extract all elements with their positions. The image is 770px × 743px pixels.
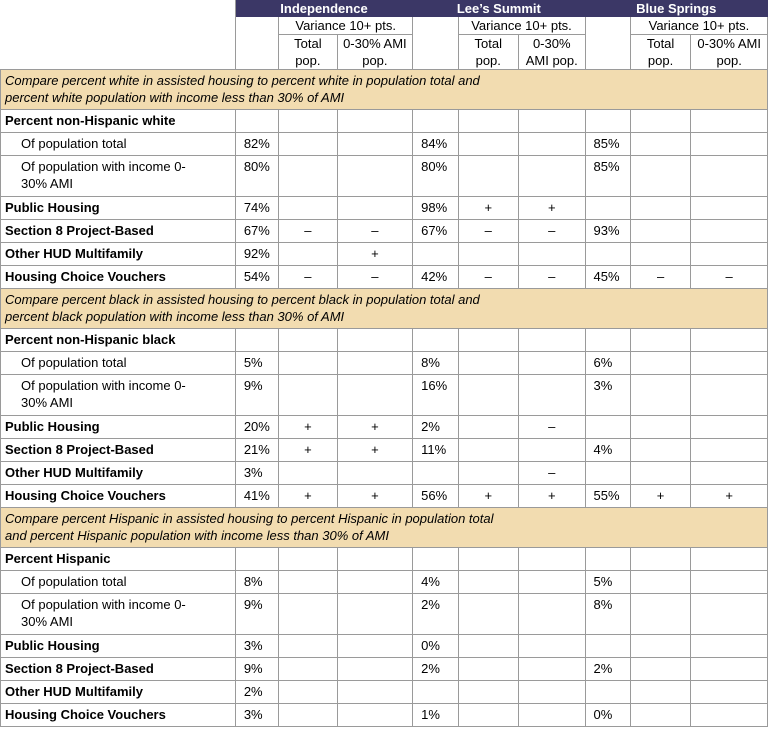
section-intro-text: Compare percent Hispanic in assisted housing to percent Hispanic in population total and percent Hispanic population with income less than 30% of AMI <box>1 508 768 548</box>
variance-cell <box>458 704 518 727</box>
col-total-pop: Total pop. <box>630 35 690 70</box>
variance-cell <box>691 594 768 635</box>
variance-cell: – <box>518 416 585 439</box>
variance-cell <box>337 571 413 594</box>
row-label: Of population total <box>1 352 236 375</box>
variance-cell <box>630 375 690 416</box>
variance-cell <box>458 462 518 485</box>
row-label: Of population total <box>1 133 236 156</box>
percent-cell <box>413 681 458 704</box>
variance-cell <box>518 156 585 197</box>
variance-cell <box>691 548 768 571</box>
percent-cell: 2% <box>413 658 458 681</box>
variance-cell <box>630 439 690 462</box>
variance-cell <box>518 352 585 375</box>
header-blank <box>1 1 236 17</box>
section-intro-text: Compare percent white in assisted housing to percent white in population total and percent white population with income less than 30% of AMI <box>1 70 768 110</box>
variance-cell <box>691 133 768 156</box>
percent-cell <box>585 110 630 133</box>
percent-cell: 80% <box>235 156 278 197</box>
percent-cell <box>585 635 630 658</box>
variance-cell: + <box>458 485 518 508</box>
row-label: Housing Choice Vouchers <box>1 266 236 289</box>
variance-cell: + <box>518 485 585 508</box>
table-body <box>1 1 768 727</box>
variance-cell <box>691 352 768 375</box>
variance-cell <box>337 462 413 485</box>
variance-cell <box>279 681 337 704</box>
variance-cell <box>518 375 585 416</box>
variance-cell <box>337 681 413 704</box>
percent-cell: 20% <box>235 416 278 439</box>
variance-cell <box>630 220 690 243</box>
variance-cell <box>630 110 690 133</box>
percent-cell <box>413 110 458 133</box>
variance-cell <box>691 571 768 594</box>
variance-cell <box>691 704 768 727</box>
row-label: Public Housing <box>1 635 236 658</box>
percent-cell: 45% <box>585 266 630 289</box>
variance-cell <box>630 548 690 571</box>
percent-cell <box>413 548 458 571</box>
variance-cell <box>691 329 768 352</box>
variance-cell <box>630 329 690 352</box>
table-row <box>1 329 768 352</box>
variance-cell <box>279 571 337 594</box>
variance-cell <box>279 110 337 133</box>
row-label: Of population with income 0-30% AMI <box>1 375 236 416</box>
percent-cell: 67% <box>413 220 458 243</box>
variance-cell <box>518 594 585 635</box>
percent-cell <box>585 197 630 220</box>
variance-cell <box>337 133 413 156</box>
percent-cell: 8% <box>235 571 278 594</box>
variance-cell <box>337 352 413 375</box>
variance-cell <box>691 658 768 681</box>
variance-cell <box>691 243 768 266</box>
variance-cell <box>518 439 585 462</box>
variance-cell <box>630 156 690 197</box>
variance-cell: – <box>279 220 337 243</box>
variance-cell <box>458 243 518 266</box>
percent-cell: 2% <box>413 416 458 439</box>
variance-cell <box>279 243 337 266</box>
percent-cell <box>413 329 458 352</box>
percent-cell: 3% <box>585 375 630 416</box>
row-label: Housing Choice Vouchers <box>1 485 236 508</box>
table-row <box>1 681 768 704</box>
table-row <box>1 485 768 508</box>
row-label: Housing Choice Vouchers <box>1 704 236 727</box>
variance-cell: + <box>691 485 768 508</box>
variance-cell: – <box>518 266 585 289</box>
city-independence: Independence <box>235 1 412 17</box>
percent-cell: 9% <box>235 375 278 416</box>
variance-cell <box>337 375 413 416</box>
variance-cell <box>630 416 690 439</box>
table-row <box>1 635 768 658</box>
percent-cell: 93% <box>585 220 630 243</box>
row-label: Other HUD Multifamily <box>1 243 236 266</box>
variance-cell: + <box>337 485 413 508</box>
variance-cell <box>337 594 413 635</box>
percent-cell: 85% <box>585 133 630 156</box>
variance-cell <box>279 133 337 156</box>
percent-cell: 4% <box>413 571 458 594</box>
variance-cell: – <box>337 220 413 243</box>
variance-cell <box>691 375 768 416</box>
variance-cell <box>337 156 413 197</box>
percent-cell: 11% <box>413 439 458 462</box>
table-row <box>1 375 768 416</box>
variance-cell <box>279 329 337 352</box>
variance-cell <box>279 635 337 658</box>
variance-cell <box>691 681 768 704</box>
percent-cell <box>585 243 630 266</box>
variance-cell <box>458 352 518 375</box>
row-label: Section 8 Project-Based <box>1 220 236 243</box>
variance-cell: + <box>337 243 413 266</box>
percent-cell: 55% <box>585 485 630 508</box>
col-ami-pop: 0-30% AMI pop. <box>691 35 768 70</box>
section-intro-text: Compare percent black in assisted housing to percent black in population total and percent black population with income less than 30% of AMI <box>1 289 768 329</box>
percent-cell <box>585 329 630 352</box>
variance-cell: + <box>458 197 518 220</box>
header-variance-row <box>1 17 768 35</box>
variance-cell <box>279 704 337 727</box>
percent-cell <box>413 243 458 266</box>
percent-cell: 0% <box>413 635 458 658</box>
percent-cell: 1% <box>413 704 458 727</box>
variance-cell <box>630 133 690 156</box>
col-total-pop: Total pop. <box>458 35 518 70</box>
table-row <box>1 439 768 462</box>
percent-cell: 16% <box>413 375 458 416</box>
variance-cell <box>630 704 690 727</box>
variance-cell <box>518 658 585 681</box>
variance-cell <box>458 681 518 704</box>
percent-cell <box>585 548 630 571</box>
col-ami-pop: 0-30% AMI pop. <box>518 35 585 70</box>
variance-cell: – <box>337 266 413 289</box>
percent-cell: 41% <box>235 485 278 508</box>
variance-label: Variance 10+ pts. <box>458 17 585 35</box>
variance-cell <box>458 571 518 594</box>
variance-cell <box>630 462 690 485</box>
variance-cell <box>458 156 518 197</box>
section-intro-row <box>1 289 768 329</box>
col-total-pop: Total pop. <box>279 35 337 70</box>
table-row <box>1 266 768 289</box>
percent-cell: 82% <box>235 133 278 156</box>
percent-cell: 6% <box>585 352 630 375</box>
row-label: Section 8 Project-Based <box>1 439 236 462</box>
table-row <box>1 704 768 727</box>
variance-cell <box>691 439 768 462</box>
table-row <box>1 352 768 375</box>
variance-cell <box>691 110 768 133</box>
percent-cell: 4% <box>585 439 630 462</box>
variance-cell <box>691 156 768 197</box>
variance-cell <box>279 462 337 485</box>
variance-cell <box>279 548 337 571</box>
percent-cell: 5% <box>235 352 278 375</box>
variance-cell <box>630 635 690 658</box>
percent-cell: 3% <box>235 462 278 485</box>
table-row <box>1 658 768 681</box>
percent-cell: 21% <box>235 439 278 462</box>
variance-cell <box>518 681 585 704</box>
variance-cell: + <box>337 416 413 439</box>
variance-cell <box>518 133 585 156</box>
percent-cell: 42% <box>413 266 458 289</box>
variance-cell: + <box>279 416 337 439</box>
variance-label: Variance 10+ pts. <box>279 17 413 35</box>
variance-cell: – <box>518 462 585 485</box>
section-intro-row <box>1 508 768 548</box>
variance-cell <box>458 110 518 133</box>
header-subcol-row <box>1 35 768 70</box>
row-label: Of population with income 0-30% AMI <box>1 156 236 197</box>
variance-cell <box>518 704 585 727</box>
variance-cell <box>279 594 337 635</box>
row-label: Of population with income 0-30% AMI <box>1 594 236 635</box>
col-ami-pop: 0-30% AMI pop. <box>337 35 413 70</box>
variance-cell <box>691 462 768 485</box>
variance-cell: – <box>630 266 690 289</box>
variance-cell <box>337 704 413 727</box>
variance-cell <box>518 548 585 571</box>
variance-cell <box>518 243 585 266</box>
variance-cell: + <box>337 439 413 462</box>
table-row <box>1 416 768 439</box>
variance-cell <box>518 571 585 594</box>
variance-cell <box>518 110 585 133</box>
variance-cell <box>337 548 413 571</box>
table-row <box>1 548 768 571</box>
percent-cell <box>585 681 630 704</box>
table-row <box>1 594 768 635</box>
percent-cell <box>235 329 278 352</box>
percent-cell: 8% <box>413 352 458 375</box>
row-label: Of population total <box>1 571 236 594</box>
row-label: Other HUD Multifamily <box>1 462 236 485</box>
variance-cell <box>458 658 518 681</box>
percent-cell: 80% <box>413 156 458 197</box>
variance-cell: – <box>458 266 518 289</box>
table-row <box>1 571 768 594</box>
table-row <box>1 197 768 220</box>
percent-cell: 92% <box>235 243 278 266</box>
percent-cell: 5% <box>585 571 630 594</box>
variance-cell <box>630 658 690 681</box>
table-row <box>1 110 768 133</box>
section-intro-row <box>1 70 768 110</box>
city-lees-summit: Lee’s Summit <box>413 1 585 17</box>
percent-cell <box>235 110 278 133</box>
percent-cell: 67% <box>235 220 278 243</box>
variance-cell: – <box>691 266 768 289</box>
variance-cell <box>630 197 690 220</box>
variance-cell <box>691 220 768 243</box>
row-label: Section 8 Project-Based <box>1 658 236 681</box>
variance-cell <box>337 110 413 133</box>
variance-cell <box>458 635 518 658</box>
percent-cell: 98% <box>413 197 458 220</box>
percent-cell: 84% <box>413 133 458 156</box>
variance-cell <box>691 416 768 439</box>
percent-cell: 2% <box>413 594 458 635</box>
table-row <box>1 156 768 197</box>
variance-cell <box>458 594 518 635</box>
variance-cell <box>630 352 690 375</box>
percent-cell: 85% <box>585 156 630 197</box>
percent-cell: 54% <box>235 266 278 289</box>
table-row <box>1 462 768 485</box>
percent-cell: 8% <box>585 594 630 635</box>
city-blue-springs: Blue Springs <box>585 1 768 17</box>
variance-cell <box>630 594 690 635</box>
row-label: Public Housing <box>1 197 236 220</box>
variance-cell: – <box>458 220 518 243</box>
variance-cell <box>279 156 337 197</box>
percent-cell: 2% <box>585 658 630 681</box>
variance-cell <box>279 375 337 416</box>
variance-cell: + <box>279 485 337 508</box>
variance-cell <box>630 243 690 266</box>
variance-cell <box>458 329 518 352</box>
percent-cell: 3% <box>235 635 278 658</box>
percent-cell: 0% <box>585 704 630 727</box>
variance-cell <box>630 681 690 704</box>
row-label: Percent non-Hispanic white <box>1 110 236 133</box>
variance-cell <box>337 197 413 220</box>
percent-cell <box>585 462 630 485</box>
header-city-row <box>1 1 768 17</box>
percent-cell: 3% <box>235 704 278 727</box>
variance-cell: + <box>279 439 337 462</box>
percent-cell: 9% <box>235 594 278 635</box>
percent-cell <box>235 548 278 571</box>
row-label: Percent Hispanic <box>1 548 236 571</box>
variance-cell <box>518 329 585 352</box>
variance-cell <box>458 548 518 571</box>
variance-cell <box>691 197 768 220</box>
table-row <box>1 220 768 243</box>
percent-cell: 9% <box>235 658 278 681</box>
variance-cell <box>458 416 518 439</box>
variance-cell <box>630 571 690 594</box>
variance-cell <box>279 197 337 220</box>
variance-cell <box>458 133 518 156</box>
variance-cell <box>458 439 518 462</box>
percent-cell: 74% <box>235 197 278 220</box>
percent-cell: 2% <box>235 681 278 704</box>
row-label: Public Housing <box>1 416 236 439</box>
variance-cell: + <box>518 197 585 220</box>
table-row <box>1 133 768 156</box>
variance-cell <box>458 375 518 416</box>
variance-cell: – <box>518 220 585 243</box>
variance-cell <box>337 658 413 681</box>
row-label: Other HUD Multifamily <box>1 681 236 704</box>
percent-cell <box>413 462 458 485</box>
variance-cell <box>337 329 413 352</box>
percent-cell <box>585 416 630 439</box>
row-label: Percent non-Hispanic black <box>1 329 236 352</box>
variance-cell: + <box>630 485 690 508</box>
variance-label: Variance 10+ pts. <box>630 17 767 35</box>
table-row <box>1 243 768 266</box>
variance-cell: – <box>279 266 337 289</box>
percent-cell: 56% <box>413 485 458 508</box>
variance-cell <box>337 635 413 658</box>
variance-cell <box>279 658 337 681</box>
variance-cell <box>691 635 768 658</box>
variance-cell <box>279 352 337 375</box>
variance-cell <box>518 635 585 658</box>
